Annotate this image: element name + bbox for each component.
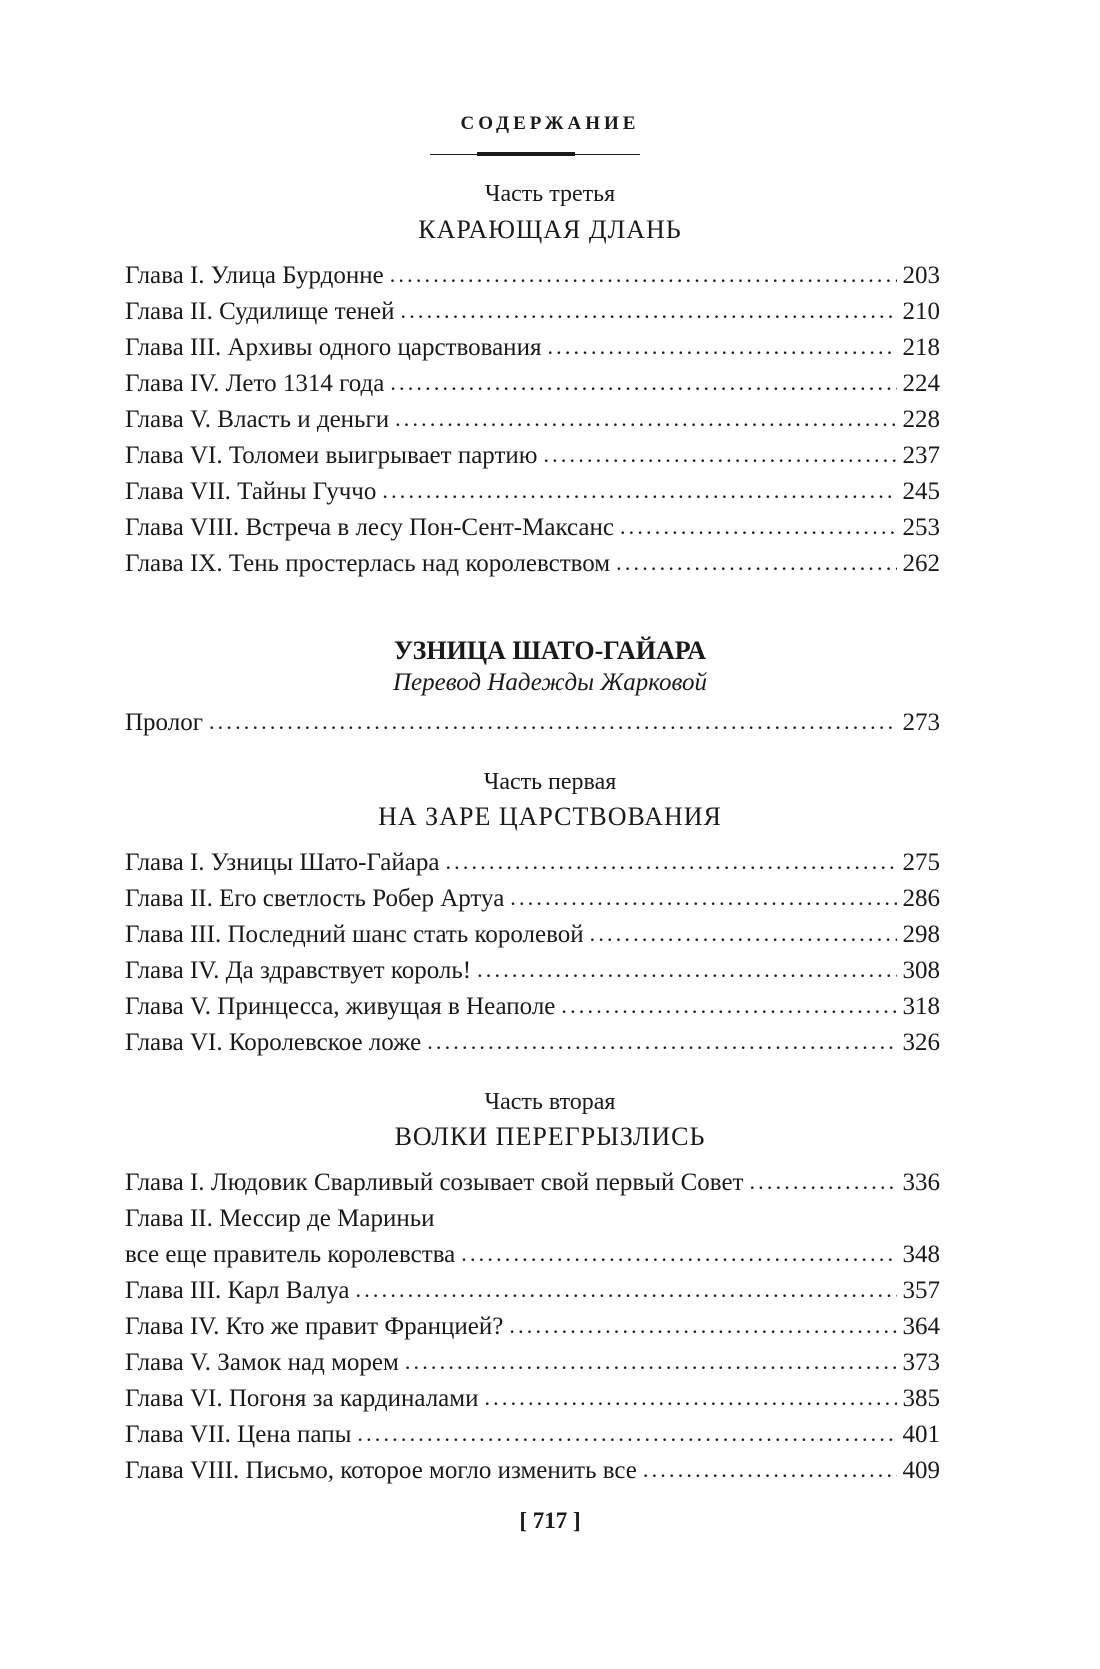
toc-entry[interactable] — [125, 258, 940, 294]
toc-entry-page: 273 — [902, 709, 940, 736]
toc-entry-page: 262 — [902, 550, 940, 577]
leader-dots — [405, 1344, 897, 1380]
leader-dots — [356, 1272, 897, 1308]
toc-entry-title: Глава IV. Кто же правит Францией? — [125, 1313, 504, 1340]
toc-entry-page: 224 — [902, 370, 940, 397]
leader-dots — [643, 1452, 897, 1488]
toc-entry[interactable] — [125, 546, 940, 582]
part-title: НА ЗАРЕ ЦАРСТВОВАНИЯ — [378, 802, 722, 831]
toc-entry[interactable] — [125, 510, 940, 546]
toc-entry-page: 385 — [902, 1385, 940, 1412]
toc-entry-page: 245 — [902, 478, 940, 505]
toc-entry-title: Глава VIII. Встреча в лесу Пон-Сент-Максанс — [125, 514, 614, 541]
toc-entry-title: Глава I. Узницы Шато-Гайара — [125, 849, 440, 876]
toc-entry-page: 348 — [902, 1241, 940, 1268]
toc-entry-page: 308 — [902, 957, 940, 984]
toc-entry[interactable] — [125, 474, 940, 510]
toc-entry-page: 275 — [902, 849, 940, 876]
leader-dots — [547, 329, 896, 365]
toc-entry[interactable] — [125, 438, 940, 474]
toc-entry-title: Глава VII. Цена папы — [125, 1421, 352, 1448]
leader-dots — [510, 880, 896, 916]
book-title: УЗНИЦА ШАТО-ГАЙАРА — [393, 636, 707, 665]
toc-entry-title[interactable]: Глава II. Мессир де Мариньи — [125, 1205, 435, 1232]
toc-entry[interactable] — [125, 1381, 940, 1417]
toc-entry-title: Глава VI. Толомеи выигрывает партию — [125, 442, 538, 469]
leader-dots — [357, 1416, 896, 1452]
leader-dots — [445, 844, 896, 880]
toc-entry-title: Глава III. Карл Валуа — [125, 1277, 350, 1304]
leader-dots — [390, 365, 896, 401]
toc-entry[interactable] — [125, 989, 940, 1025]
leader-dots — [484, 1380, 896, 1416]
toc-entry-title: Глава IV. Лето 1314 года — [125, 370, 385, 397]
toc-entry[interactable] — [125, 917, 940, 953]
leader-dots — [620, 509, 897, 545]
toc-entry-page: 401 — [902, 1421, 940, 1448]
toc-entry[interactable] — [125, 366, 940, 402]
toc-entry-page: 286 — [902, 885, 940, 912]
leader-dots — [461, 1236, 896, 1272]
leader-dots — [616, 545, 896, 581]
toc-entry[interactable] — [125, 845, 940, 881]
toc-entry-page: 357 — [902, 1277, 940, 1304]
toc-entry-title: Глава VI. Погоня за кардиналами — [125, 1385, 479, 1412]
toc-entry[interactable] — [125, 1417, 940, 1453]
toc-entry[interactable] — [125, 1273, 940, 1309]
toc-entry-title: Глава II. Судилище теней — [125, 298, 395, 325]
toc-entry-title: Глава III. Последний шанс стать королевой — [125, 921, 584, 948]
leader-dots — [590, 916, 897, 952]
leader-dots — [390, 257, 897, 293]
toc-entry-page: 210 — [902, 298, 940, 325]
toc-entry-title: Глава III. Архивы одного царствования — [125, 334, 542, 361]
toc-entry[interactable] — [125, 402, 940, 438]
toc-entry-title: Глава V. Замок над морем — [125, 1349, 399, 1376]
toc-entry-page: 237 — [902, 442, 940, 469]
leader-dots — [561, 988, 896, 1024]
toc-entry[interactable] — [125, 953, 940, 989]
toc-entry-page: 409 — [902, 1457, 940, 1484]
page-number: [ 717 ] — [519, 1508, 581, 1533]
part-label: Часть третья — [484, 181, 616, 207]
leader-dots — [209, 704, 897, 740]
leader-dots — [395, 401, 896, 437]
part-label: Часть вторая — [484, 1089, 616, 1115]
toc-entry-page: 228 — [902, 406, 940, 433]
toc-entry-title: Глава IX. Тень простерлась над королевством — [125, 550, 611, 577]
part-title: ВОЛКИ ПЕРЕГРЫЗЛИСЬ — [394, 1122, 706, 1151]
toc-entry[interactable] — [125, 330, 940, 366]
toc-entry-page: 253 — [902, 514, 940, 541]
toc-entry[interactable] — [125, 1453, 940, 1489]
toc-entry-page: 326 — [902, 1029, 940, 1056]
toc-entry-title: Глава V. Принцесса, живущая в Неаполе — [125, 993, 556, 1020]
toc-entry-page: 364 — [902, 1313, 940, 1340]
running-head: СОДЕРЖАНИЕ — [460, 113, 640, 134]
part-label: Часть первая — [483, 769, 617, 795]
leader-dots — [477, 952, 896, 988]
toc-entry-title: Глава I. Улица Бурдонне — [125, 262, 384, 289]
toc-entry-title: Пролог — [125, 709, 203, 736]
toc-entry-page: 203 — [902, 262, 940, 289]
toc-entry[interactable] — [125, 1345, 940, 1381]
toc-entry-page: 218 — [902, 334, 940, 361]
toc-entry[interactable] — [125, 1025, 940, 1061]
toc-entry[interactable] — [125, 881, 940, 917]
toc-entry-title: Глава II. Его светлость Робер Артуа — [125, 885, 505, 912]
translator-credit: Перевод Надежды Жарковой — [392, 669, 708, 696]
toc-entry-title: Глава I. Людовик Сварливый созывает свой первый Совет — [125, 1169, 744, 1196]
toc-entry-title: Глава V. Власть и деньги — [125, 406, 390, 433]
leader-dots — [749, 1164, 896, 1200]
toc-entry[interactable] — [125, 294, 940, 330]
leader-dots — [401, 293, 897, 329]
part-title: КАРАЮЩАЯ ДЛАНЬ — [418, 215, 682, 244]
leader-dots — [509, 1308, 896, 1344]
toc-entry-title: Глава IV. Да здравствует король! — [125, 957, 472, 984]
toc-entry-continuation: все еще правитель королевства — [125, 1241, 456, 1268]
toc-entry-title: Глава VI. Королевское ложе — [125, 1029, 422, 1056]
toc-entry-title: Глава VII. Тайны Гуччо — [125, 478, 377, 505]
toc-entry[interactable] — [125, 1309, 940, 1345]
toc-entry-prologue[interactable] — [125, 705, 940, 741]
toc-entry-page: 336 — [902, 1169, 940, 1196]
toc-entry-page: 318 — [902, 993, 940, 1020]
leader-dots — [382, 473, 896, 509]
head-rule-accent — [477, 152, 575, 156]
toc-entry-title: Глава VIII. Письмо, которое могло изменить все — [125, 1457, 637, 1484]
toc-entry-page: 373 — [902, 1349, 940, 1376]
toc-entry[interactable] — [125, 1165, 940, 1201]
toc-entry[interactable] — [125, 1237, 940, 1273]
leader-dots — [427, 1024, 896, 1060]
leader-dots — [543, 437, 896, 473]
toc-entry-page: 298 — [902, 921, 940, 948]
